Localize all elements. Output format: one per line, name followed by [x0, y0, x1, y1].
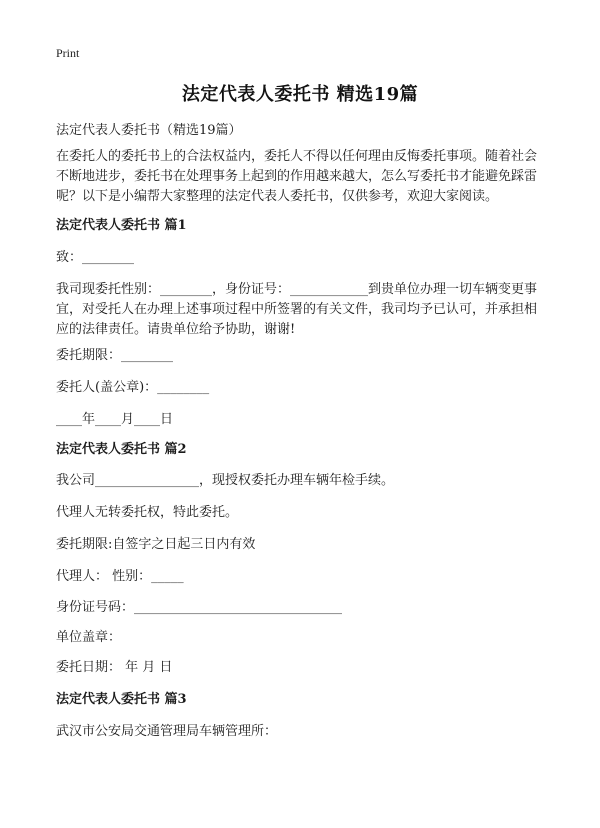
page-title: 法定代表人委托书 精选19篇: [181, 84, 419, 105]
section-1-body: 我司现委托性别：________，身份证号：____________到贵单位办理一切车辆变更事宜，对受托人在办理上述事项过程中所签署的有关文件，我司均予已认可，并承担相应的法律责任。请贵单位给予协助，谢谢!: [56, 282, 538, 337]
section-2-no-transfer: 代理人无转委托权，特此委托。: [56, 505, 239, 520]
section-2-date: 委托日期： 年 月 日: [56, 660, 173, 675]
section-1-to: 致：________: [56, 250, 135, 265]
section-1-heading: 法定代表人委托书 篇1: [56, 218, 187, 233]
subtitle: 法定代表人委托书（精选19篇）: [56, 123, 242, 138]
section-1-seal: 委托人(盖公章)：________: [56, 380, 210, 395]
intro-paragraph: 在委托人的委托书上的合法权益内，委托人不得以任何理由反悔委托事项。随着社会不断地进步，委托书在处理事务上起到的作用越来越大，怎么写委托书才能避免踩雷呢？以下是小编帮大家整理的法定代表人委托书，仅供参考，欢迎大家阅读。: [56, 149, 538, 204]
section-3-heading: 法定代表人委托书 篇3: [56, 692, 187, 707]
section-2-id: 身份证号码：________________________________: [56, 600, 343, 615]
section-2-heading: 法定代表人委托书 篇2: [56, 442, 187, 457]
section-3-recipient: 武汉市公安局交通管理局车辆管理所：: [56, 724, 278, 739]
section-2-period: 委托期限:自签字之日起三日内有效: [56, 537, 256, 552]
section-2-seal: 单位盖章：: [56, 630, 122, 645]
section-1-period: 委托期限：________: [56, 348, 174, 363]
section-2-company: 我公司________________，现授权委托办理车辆年检手续。: [56, 473, 395, 488]
section-2-agent: 代理人： 性别：_____: [56, 569, 184, 584]
section-1-date: ____年____月____日: [56, 412, 174, 427]
print-link[interactable]: Print: [56, 46, 80, 60]
